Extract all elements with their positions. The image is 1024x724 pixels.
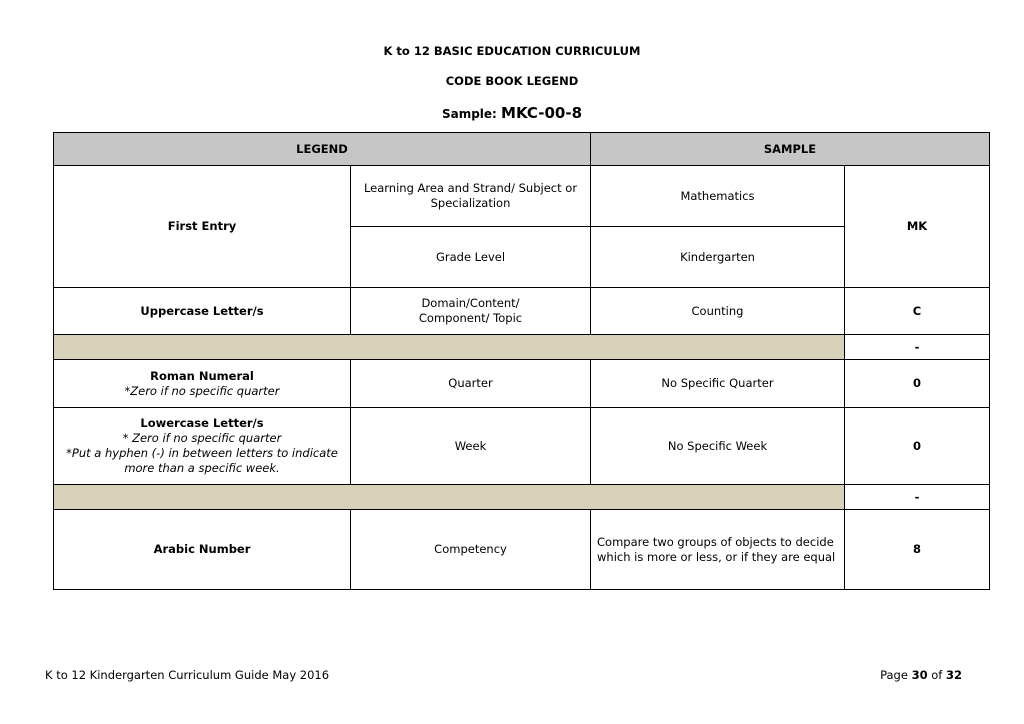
lowercase-label: Lowercase Letter/s: [140, 416, 264, 430]
table-row: [54, 166, 990, 227]
uppercase-label: Uppercase Letter/s: [54, 288, 351, 335]
roman-label: Roman Numeral: [150, 368, 254, 383]
page-indicator: [880, 668, 962, 682]
table-header-row: [54, 133, 990, 166]
first-entry-label: First Entry: [54, 166, 351, 288]
document-subtitle: CODE BOOK LEGEND: [445, 74, 579, 88]
separator-shade: [54, 335, 845, 360]
page-word: Page: [880, 668, 908, 682]
roman-sample: No Specific Quarter: [591, 360, 845, 408]
lowercase-label-cell: [54, 408, 351, 485]
table-row: [54, 288, 990, 335]
separator-shade: [54, 485, 845, 510]
uppercase-code: C: [845, 288, 990, 335]
sample-header: SAMPLE: [591, 133, 990, 166]
sample-code: MKC-00-8: [501, 104, 583, 122]
roman-label-cell: [54, 360, 351, 408]
first-entry-desc-2: Grade Level: [351, 227, 591, 288]
lowercase-code: 0: [845, 408, 990, 485]
separator-code: -: [845, 335, 990, 360]
roman-code: 0: [845, 360, 990, 408]
sample-line: [0, 104, 1024, 122]
uppercase-desc-line2: Component/ Topic: [418, 311, 523, 325]
footer-title: K to 12 Kindergarten Curriculum Guide May 2016: [45, 668, 330, 682]
separator-row: [54, 485, 990, 510]
lowercase-desc: Week: [351, 408, 591, 485]
uppercase-sample: Counting: [591, 288, 845, 335]
first-entry-desc-1: Learning Area and Strand/ Subject or Specialization: [351, 166, 591, 227]
page-number: 30: [911, 668, 928, 682]
page-total: 32: [945, 668, 962, 682]
table-row: [54, 510, 990, 590]
uppercase-desc: [351, 288, 591, 335]
of-word: of: [931, 668, 943, 682]
first-entry-sample-2: Kindergarten: [591, 227, 845, 288]
roman-note: *Zero if no specific quarter: [124, 383, 280, 398]
arabic-code: 8: [845, 510, 990, 590]
legend-header: LEGEND: [54, 133, 591, 166]
legend-table: [53, 132, 990, 590]
document-title: K to 12 BASIC EDUCATION CURRICULUM: [383, 44, 641, 58]
first-entry-sample-1: Mathematics: [591, 166, 845, 227]
table-row: [54, 408, 990, 485]
uppercase-desc-line1: Domain/Content/: [421, 296, 520, 310]
table-row: [54, 360, 990, 408]
lowercase-sample: No Specific Week: [591, 408, 845, 485]
separator-code: -: [845, 485, 990, 510]
lowercase-note-2: *Put a hyphen (-) in between letters to indicate more than a specific week.: [66, 446, 338, 475]
arabic-sample: Compare two groups of objects to decide which is more or less, or if they are equal: [591, 510, 845, 590]
first-entry-code: MK: [845, 166, 990, 288]
roman-desc: Quarter: [351, 360, 591, 408]
arabic-label: Arabic Number: [54, 510, 351, 590]
separator-row: [54, 335, 990, 360]
lowercase-note-1: * Zero if no specific quarter: [122, 431, 282, 445]
arabic-desc: Competency: [351, 510, 591, 590]
sample-label: Sample:: [441, 107, 497, 121]
